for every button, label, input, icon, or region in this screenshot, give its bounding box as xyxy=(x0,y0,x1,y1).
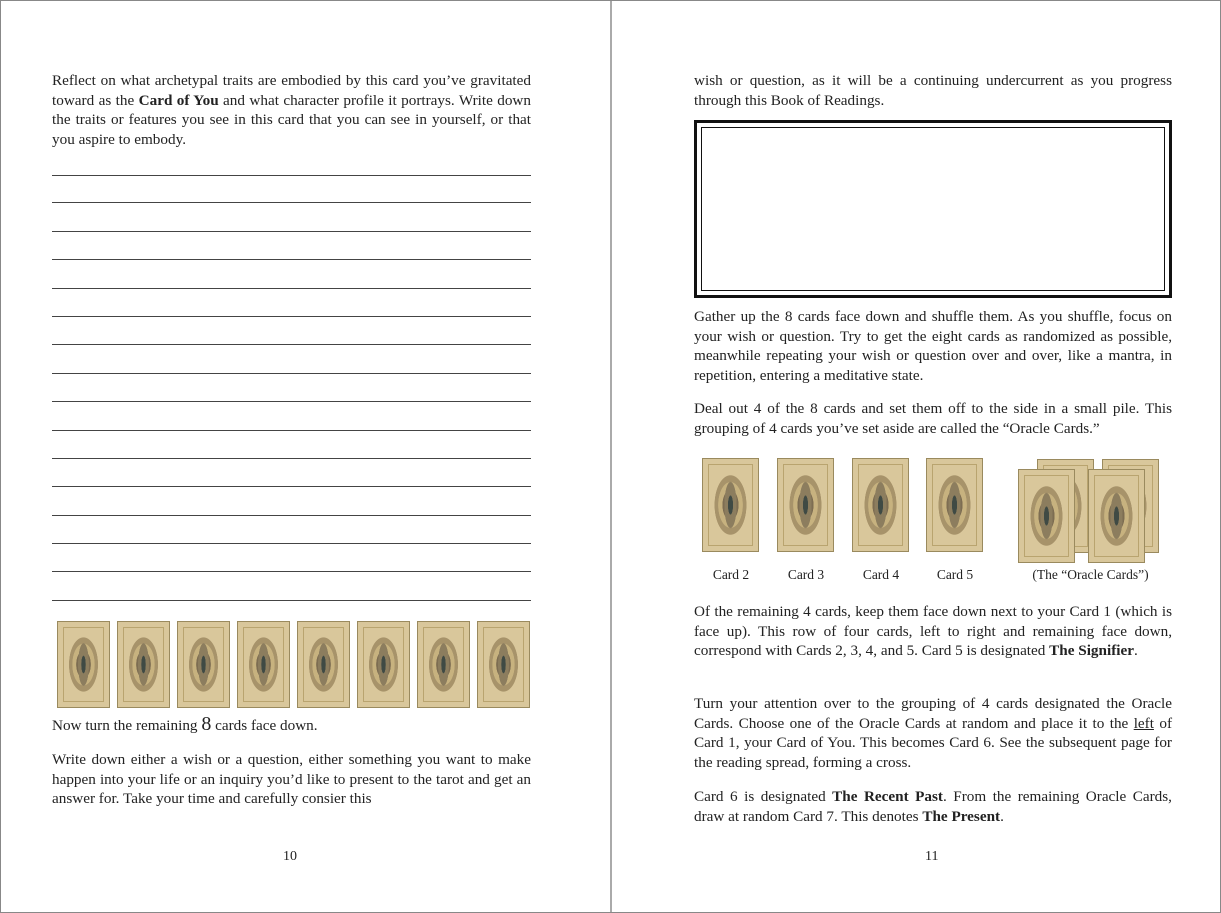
book-gutter xyxy=(610,1,612,912)
tarot-card-back xyxy=(117,621,170,708)
tarot-card-back xyxy=(477,621,530,708)
tarot-card-back xyxy=(417,621,470,708)
oracle-cards-pile xyxy=(1018,459,1163,569)
writing-line xyxy=(52,402,531,430)
left-page xyxy=(1,1,611,912)
card-count-numeral: 8 xyxy=(201,713,212,735)
gather-paragraph: Gather up the 8 cards face down and shuffle them. As you shuffle, focus on your wish or question. Try to get the eight cards as randomized as possible, meanwhile repeating your wish or question over and over, like a mantra, in repetition, entering a meditative state. xyxy=(694,308,1172,384)
writing-line xyxy=(52,203,531,231)
oracle-card-back xyxy=(1018,469,1075,563)
oracle-card-back xyxy=(1088,469,1145,563)
present-term: The Present xyxy=(922,807,1001,825)
oracle-choice-paragraph: Turn your attention over to the grouping of 4 cards designated the Oracle Cards. Choose one of the Oracle Cards at random and place it to the left of Card 1, your Card of You. This becomes Card 6. See the subsequent page for the reading spread, forming a cross. xyxy=(694,695,1172,771)
card-3-label: Card 3 xyxy=(787,567,825,582)
writing-line xyxy=(52,459,531,487)
writing-line xyxy=(52,317,531,345)
writing-line xyxy=(52,487,531,515)
writing-lines[interactable] xyxy=(52,175,531,601)
tarot-card-back xyxy=(357,621,410,708)
tarot-card-back xyxy=(297,621,350,708)
oracle-cards-label: (The “Oracle Cards”) xyxy=(1032,567,1149,582)
writing-line xyxy=(52,232,531,260)
tarot-card-back xyxy=(177,621,230,708)
left-emphasis: left xyxy=(1133,714,1154,732)
page-number-right: 11 xyxy=(925,849,939,864)
writing-line xyxy=(52,516,531,544)
recent-past-term: The Recent Past xyxy=(832,788,943,805)
card-4-label: Card 4 xyxy=(862,567,900,582)
writing-line xyxy=(52,374,531,402)
tarot-card-back xyxy=(57,621,110,708)
wish-writing-box[interactable] xyxy=(694,120,1172,298)
card-6-paragraph: Card 6 is designated The Recent Past. From the remaining Oracle Cards, draw at random Card 7. This denotes The Present. xyxy=(694,788,1172,825)
remaining-cards-paragraph: Of the remaining 4 cards, keep them face down next to your Card 1 (which is face up). This row of four cards, left to right and remaining face down, correspond with Cards 2, 3, 4, and 5. Card 5 is designated The Signifier. xyxy=(694,603,1172,659)
writing-line xyxy=(52,572,531,600)
card-5-label: Card 5 xyxy=(936,567,974,582)
writing-line xyxy=(52,260,531,288)
reflect-paragraph: Reflect on what archetypal traits are embodied by this card you’ve gravitated toward as the Card of You and what character profile it portrays. Write down the traits or features you see in this card that you can see in yourself, or that you aspire to embody. xyxy=(52,72,531,148)
card-2-label: Card 2 xyxy=(712,567,750,582)
card-3-back xyxy=(777,458,834,552)
writing-line xyxy=(52,289,531,317)
card-5-back xyxy=(926,458,983,552)
card-of-you-term: Card of You xyxy=(138,91,219,109)
tarot-card-back xyxy=(237,621,290,708)
card-4-back xyxy=(852,458,909,552)
writing-line xyxy=(52,431,531,459)
writing-line xyxy=(52,345,531,373)
card-2-back xyxy=(702,458,759,552)
deal-paragraph: Deal out 4 of the 8 cards and set them off to the side in a small pile. This grouping of 4 cards you’ve set aside are called the “Oracle Cards.” xyxy=(694,400,1172,437)
turn-cards-instruction: Now turn the remaining 8 cards face down. xyxy=(52,713,318,735)
right-page xyxy=(613,1,1220,912)
writing-line xyxy=(52,175,531,203)
writing-line xyxy=(52,544,531,572)
page-number-left: 10 xyxy=(283,849,297,864)
wish-question-paragraph: Write down either a wish or a question, either something you want to make happen into your life or an inquiry you’d like to present to the tarot and get an answer for. Take your time and carefully consier this xyxy=(52,751,531,807)
continuation-paragraph: wish or question, as it will be a continuing undercurrent as you progress through this Book of Readings. xyxy=(694,72,1172,109)
face-down-card-row xyxy=(57,621,530,708)
signifier-term: The Signifier xyxy=(1049,642,1134,659)
